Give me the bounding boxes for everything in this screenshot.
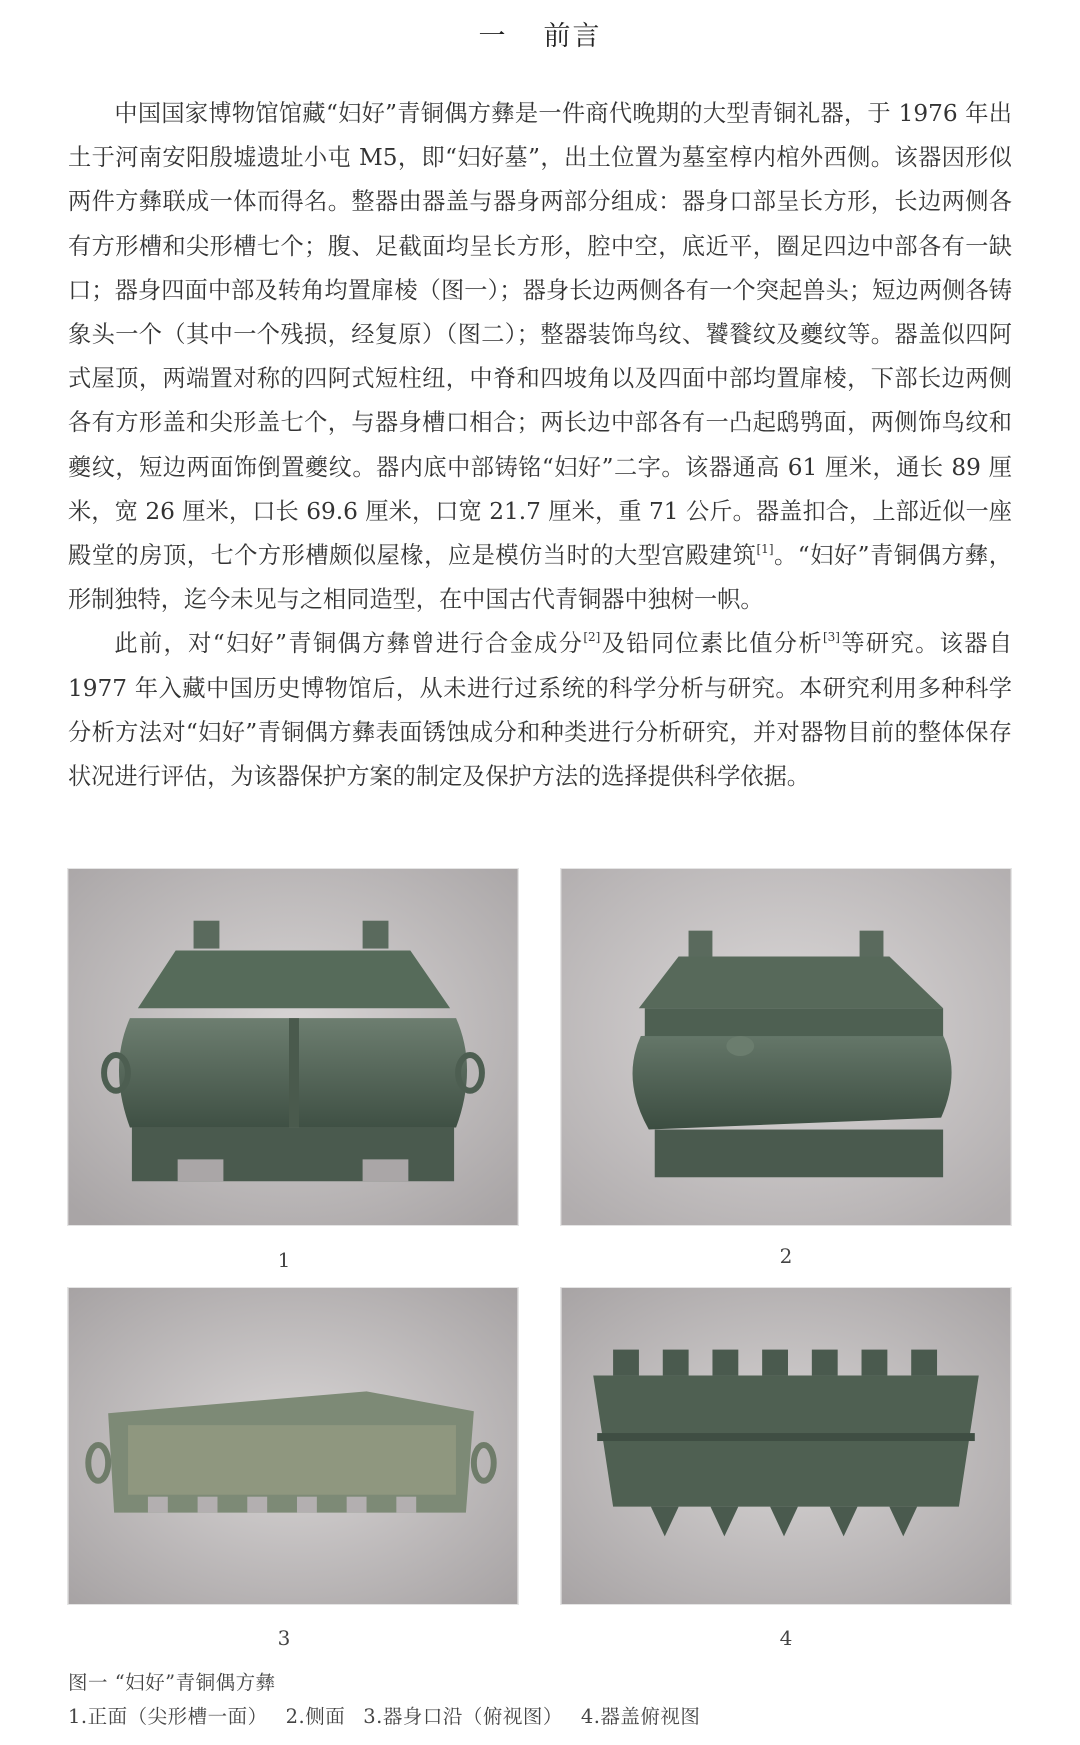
figure-2-label: 2	[779, 1244, 793, 1268]
paragraph-2-text: 此前，对“妇好”青铜偶方彝曾进行合金成分	[114, 630, 584, 658]
caption-item-1: 1.正面（尖形槽一面）	[68, 1705, 268, 1728]
figure-4-lid-top-view	[560, 1287, 1012, 1605]
paragraph-1	[68, 92, 1012, 622]
caption-item-4: 4.器盖俯视图	[580, 1705, 701, 1728]
bronze-lid-image	[561, 1288, 1011, 1604]
reference-3[interactable]: [3]	[822, 630, 840, 645]
paragraph-2-text-mid: 及铅同位素比值分析	[600, 630, 823, 658]
bronze-vessel-rim-image	[68, 1288, 518, 1604]
section-title: 前言	[543, 21, 602, 52]
bronze-vessel-front-image	[68, 869, 518, 1225]
figure-3-rim-top-view	[67, 1287, 519, 1605]
figure-2-side-view	[560, 868, 1012, 1226]
figure-4-label: 4	[779, 1626, 793, 1650]
bronze-vessel-side-image	[561, 869, 1011, 1225]
figure-1-label: 1	[277, 1248, 291, 1272]
section-heading	[0, 14, 1080, 53]
figure-3-label: 3	[277, 1626, 291, 1650]
section-number: 一	[478, 21, 508, 52]
caption-item-2: 2.侧面	[285, 1705, 346, 1728]
body-text	[68, 92, 1012, 799]
figure-caption-items	[68, 1701, 718, 1729]
figure-caption-title: 图一 “妇好”青铜偶方彝	[68, 1671, 276, 1694]
paragraph-2-text-end: 等研究。该器自 1977 年入藏中国历史博物馆后，从未进行过系统的科学分析与研究。本研究利用多种科学分析方法对“妇好”青铜偶方彝表面锈蚀成分和种类进行分析研究，并对器物目前的整体保存状况进行评估，为该器保护方案的制定及保护方法的选择提供科学依据。	[68, 630, 1013, 791]
reference-2[interactable]: [2]	[583, 630, 601, 645]
caption-item-3: 3.器身口沿（俯视图）	[363, 1705, 563, 1728]
paragraph-2	[68, 622, 1012, 799]
reference-1[interactable]: [1]	[756, 542, 774, 557]
paragraph-1-text: 中国国家博物馆馆藏“妇好”青铜偶方彝是一件商代晚期的大型青铜礼器，于 1976 年出土于河南安阳殷墟遗址小屯 M5，即“妇好墓”，出土位置为墓室椁内棺外西侧。该器因形似两件方彝联成一体而得名。整器由器盖与器身两部分组成：器身口部呈长方形，长边两侧各有方形槽和尖形槽七个；腹、足截面均呈长方形，腔中空，底近平，圈足四边中部各有一缺口；器身四面中部及转角均置扉棱（图一）；器身长边两侧各有一个突起兽头；短边两侧各铸象头一个（其中一个残损，经复原）（图二）；整器装饰鸟纹、饕餮纹及夔纹等。器盖似四阿式屋顶，两端置对称的四阿式短柱纽，中脊和四坡角以及四面中部均置扉棱，下部长边两侧各有方形盖和尖形盖七个，与器身槽口相合；两长边中部各有一凸起鸱鸮面，两侧饰鸟纹和夔纹，短边两面饰倒置夔纹。器内底中部铸铭“妇好”二字。该器通高 61 厘米，通长 89 厘米，宽 26 厘米，口长 69.6 厘米，口宽 21.7 厘米，重 71 公斤。器盖扣合，上部近似一座殿堂的房顶，七个方形槽颇似屋椽，应是模仿当时的大型宫殿建筑	[68, 100, 1012, 570]
paragraph-1-text-end: 。“妇好”青铜偶方彝，形制独特，迄今未见与之相同造型，在中国古代青铜器中独树一帜。	[68, 542, 1012, 614]
figure-1-front-view	[67, 868, 519, 1226]
